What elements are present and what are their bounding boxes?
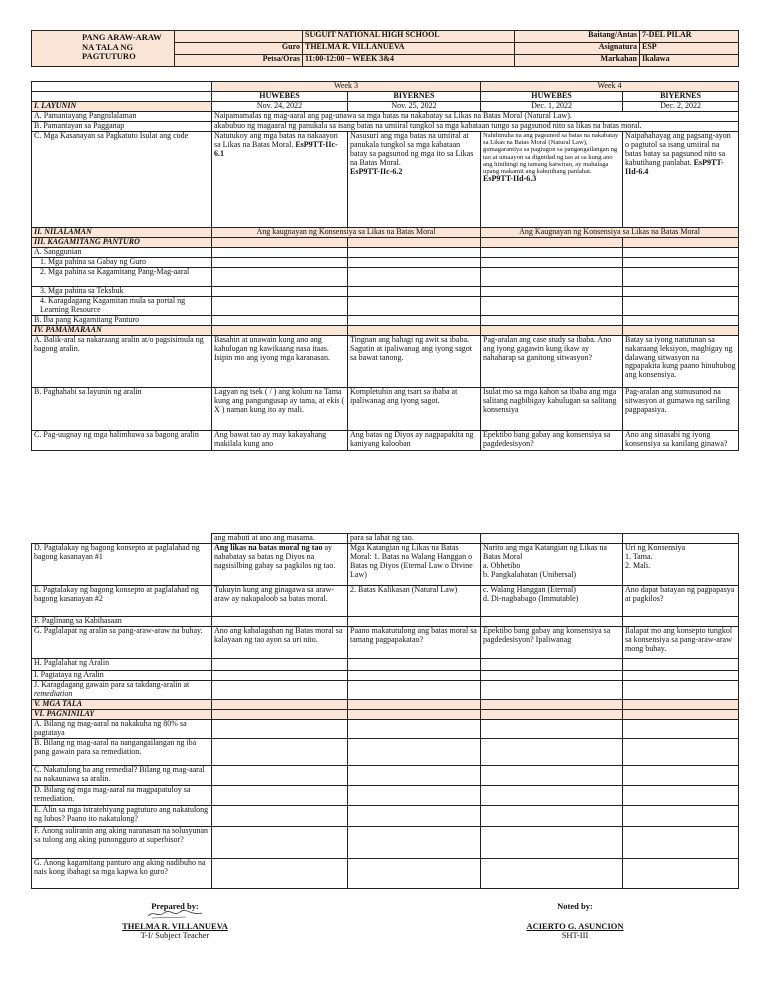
row-label: B. Paghahabi sa layunin ng aralin bbox=[32, 387, 212, 430]
activity-cell: Uri ng Konsensiya 1. Tama. 2. Mali. bbox=[623, 544, 739, 586]
row-label: A. Bilang ng mag-aaral na nakakuha ng 80% sa pagtataya bbox=[32, 719, 212, 738]
row-label: B. Bilang ng mag-aaral na nangangailangan ng iba pang gawain para sa remediation. bbox=[32, 738, 212, 765]
signature-scribble-icon bbox=[146, 908, 206, 920]
noted-title: SHT-III bbox=[561, 930, 589, 941]
prepared-by-block bbox=[100, 902, 250, 941]
kasanayan-cell: Naipahahayag ang pagsang-ayon o pagtutol sa isang umiiral na batas batay sa pagsunod nito sa kabutihang panlahat. EsP9TT-IId-6.4 bbox=[623, 131, 739, 227]
row-label: F. Paglinang sa Kabihasaan bbox=[32, 617, 212, 627]
row-label: G. Paglalapat ng aralin sa pang-araw-araw na buhay. bbox=[32, 627, 212, 659]
activity-cell: Tukuyin kung ang ginagawa sa araw-araw ay nakapaloob sa batas moral. bbox=[212, 586, 348, 617]
row-label: B. Pamantayan sa Pagganap bbox=[32, 121, 212, 131]
activity-cell: Ang batas ng Diyos ay nagpapakita ng kaniyang kalooban bbox=[348, 430, 481, 450]
asignatura-value: ESP bbox=[640, 43, 739, 55]
day-header: HUWEBES bbox=[481, 92, 623, 102]
row-label: E. Alin sa mga istratehiyang pagtuturo ang nakatulong ng lubos? Paano ito nakatulong? bbox=[32, 805, 212, 826]
activity-cell: Kompletuhin ang tsart sa ibaba at ipaliwanag ang iyong sagot. bbox=[348, 387, 481, 430]
row-label: G. Anong kagamitang panturo ang aking nadibuho na nais kong ibahagi sa mga kapwa ko guro? bbox=[32, 858, 212, 888]
row-label: 2. Mga pahina sa Kagamitang Pang-Mag-aaral bbox=[32, 267, 212, 286]
noted-name: ACIERTO G. ASUNCION bbox=[526, 920, 624, 931]
continuation-cell: para sa lahat ng tao. bbox=[348, 534, 481, 544]
activity-cell: Ilalapat mo ang konsepto tungkol sa konsensiya sa pang-araw-araw mong buhay. bbox=[623, 627, 739, 659]
row-label: J. Karagdagang gawain para sa takdang-aralin at remediation bbox=[32, 681, 212, 700]
nilalaman-week4: Ang Kaugnayan ng Konsensiya sa Likas na Batas Moral bbox=[481, 227, 739, 237]
school-name: SUGUIT NATIONAL HIGH SCHOOL bbox=[303, 31, 515, 43]
baitang-value: 7-DEL PILAR bbox=[640, 31, 739, 43]
section-kagamitan: III. KAGAMITANG PANTURO bbox=[32, 237, 212, 247]
document-title: PANG ARAW-ARAW NA TALA NG PAGTUTURO bbox=[32, 31, 175, 67]
activity-cell: Isulat mo sa mga kahon sa ibaba ang mga salitang nagbibigay kahulugan sa salitang konsensiya bbox=[481, 387, 623, 430]
row-label: C. Pag-uugnay ng mga halimbawa sa bagong aralin bbox=[32, 430, 212, 450]
activity-cell: Mga Katangian ng Likas na Batas Moral: 1. Batas na Walang Hanggan o Batas ng Diyos (Eternal Law o Divine Law) bbox=[348, 544, 481, 586]
activity-cell: 2. Batas Kalikasan (Natural Law) bbox=[348, 586, 481, 617]
noted-by-block bbox=[500, 902, 650, 941]
prepared-name: THELMA R. VILLANUEVA bbox=[122, 920, 228, 931]
activity-cell: Tingnan ang bahagi ng awit sa ibaba. Sagutin at ipaliwanag ang iyong sagot sa bawat tanong. bbox=[348, 335, 481, 387]
asignatura-label: Asignatura bbox=[515, 43, 640, 55]
kasanayan-cell: Nahihinuha na ang pagsunod sa batas na nakabatay sa Likas na Batas Moral (Natural Law), gumagarantiya sa pagtugon sa pangangailangan ng tao at umaayon sa dignidad ng tao at sa kung ano ang hinihingi ng tamang katwiran, ay mahalaga upang makamit ang kabutihang panlahat. EsP9TT-IId-6.3 bbox=[481, 131, 623, 227]
section-mga-tala: V. MGA TALA bbox=[32, 700, 212, 710]
activity-cell: Epektibo bang gabay ang konsensiya sa pagdedesisyon? bbox=[481, 430, 623, 450]
day-header: BIYERNES bbox=[623, 92, 739, 102]
pamantayan-sa-pagganap-text: akabubuo ng magaaral ng panukala sa isang batas na umiiral tungkol sa mga kabataan tungo sa pagsunod nito sa likas na batas moral. bbox=[212, 121, 739, 131]
section-layunin: I. LAYUNIN bbox=[32, 101, 212, 111]
activity-cell: Pag-aralan ang case study sa ibaba. Ano ang iyong gagawin kung ikaw ay nahaharap sa ganitong sitwasyon? bbox=[481, 335, 623, 387]
row-label: 1. Mga pahina sa Gabay ng Guro bbox=[32, 257, 212, 267]
row-label: A. Sanggunian bbox=[32, 247, 212, 257]
activity-cell: Ang likas na batas moral ng tao ay nababatay sa batas ng Diyos na nagsisilbing gabay sa pagkilos ng tao. bbox=[212, 544, 348, 586]
date-cell: Nov. 24, 2022 bbox=[212, 101, 348, 111]
markahan-value: Ikalawa bbox=[640, 55, 739, 67]
row-label: D. Bilang ng mga mag-aaral na magpapatuloy sa remediation. bbox=[32, 785, 212, 805]
week4-header: Week 4 bbox=[481, 82, 739, 92]
guro-value: THELMA R. VILLANUEVA bbox=[303, 43, 515, 55]
plan-table-page1 bbox=[31, 81, 739, 451]
activity-cell: c. Walang Hanggan (Eternal) d. Di-nagbabago (Immutable) bbox=[481, 586, 623, 617]
markahan-label: Markahan bbox=[515, 55, 640, 67]
day-header: HUWEBES bbox=[212, 92, 348, 102]
activity-cell: Batay sa iyong natutunan sa nakaraang leksiyon, magbigay ng dalawang sitwasyon na ngpapakita kung paano hinuhubog ang konsensiya. bbox=[623, 335, 739, 387]
row-label: 4. Karagdagang Kagamitan mula sa portal ng Learning Resource bbox=[32, 296, 212, 315]
pamantayang-pangnilalaman-text: Naipamamalas ng mag-aaral ang pag-unawa sa mga batas na nakabatay sa Likas na Batas Moral (Natural Law). bbox=[212, 111, 739, 121]
nilalaman-week3: Ang kaugnayan ng Konsensiya sa Likas na Batas Moral bbox=[212, 227, 481, 237]
activity-cell: Lagyan ng tsek ( / ) ang kolum na Tama kung ang pangungusap ay tama, at ekis ( X ) naman kung ito ay mali. bbox=[212, 387, 348, 430]
section-nilalaman: II. NILALAMAN bbox=[32, 227, 212, 237]
row-label: D. Pagtalakay ng bagong konsepto at paglalahad ng bagong kasanayan #1 bbox=[32, 544, 212, 586]
kasanayan-cell: Natutukoy ang mga batas na nakaayon sa Likas na Batas Moral. EsP9TT-IIc-6.1 bbox=[212, 131, 348, 227]
petsa-value: 11:00-12:00 – WEEK 3&4 bbox=[303, 55, 515, 67]
activity-cell: Basahin at unawain kung ano ang kahulugan ng kawikaang nasa itaas. Isipin mo ang iyong mga karanasan. bbox=[212, 335, 348, 387]
noted-label: Noted by: bbox=[557, 901, 593, 911]
week3-header: Week 3 bbox=[212, 82, 481, 92]
section-pagninilay: VI. PAGNINILAY bbox=[32, 709, 212, 719]
row-label: A. Pamantayang Pangnilalaman bbox=[32, 111, 212, 121]
row-label: C. Mga Kasanayan sa Pagkatuto Isulat ang code bbox=[32, 131, 212, 227]
row-label: 3. Mga pahina sa Teksbuk bbox=[32, 286, 212, 296]
row-label: I. Pagtataya ng Aralin bbox=[32, 671, 212, 681]
row-label: F. Anong suliranin ang aking naranasan na solusyunan sa tulong ang aking punongguro at superbisor? bbox=[32, 826, 212, 858]
row-label: H. Paglalahat ng Aralin bbox=[32, 659, 212, 671]
activity-cell: Ano dapat batayan ng pagpapasya at pagkilos? bbox=[623, 586, 739, 617]
date-cell: Dec. 1, 2022 bbox=[481, 101, 623, 111]
row-label: A. Balik-aral sa nakaraang aralin at/o pagsisimula ng bagong aralin. bbox=[32, 335, 212, 387]
kasanayan-cell: Nasusuri ang mga batas na umiiral at panukala tungkol sa mga kabataan batay sa pagsunod ng mga ito sa Likas na Batas Moral. EsP9TT-IIc-6.2 bbox=[348, 131, 481, 227]
activity-cell: Ano ang sinasabi ng iyong konsensiya sa kanilang ginawa? bbox=[623, 430, 739, 450]
guro-label: Guro bbox=[175, 43, 303, 55]
activity-cell: Epektibo bang gabay ang konsensiya sa pagdedesisyon? Ipaliwanag bbox=[481, 627, 623, 659]
petsa-label: Petsa/Oras bbox=[175, 55, 303, 67]
continuation-cell: ang mabuti at ano ang masama. bbox=[212, 534, 348, 544]
row-label: B. Iba pang Kagamitang Panturo bbox=[32, 315, 212, 325]
activity-cell: Paano makatutulong ang batas moral sa tamang pagpapakatao? bbox=[348, 627, 481, 659]
activity-cell: Ano ang kahalagahan ng Batas moral sa kalayaan ng tao ayon sa uri nito. bbox=[212, 627, 348, 659]
prepared-label: Prepared by: bbox=[151, 901, 199, 911]
header-table bbox=[31, 30, 739, 67]
day-header: BIYERNES bbox=[348, 92, 481, 102]
date-cell: Nov. 25, 2022 bbox=[348, 101, 481, 111]
row-label: E. Pagtalakay ng bagong konsepto at paglalahad ng bagong kasanayan #2 bbox=[32, 586, 212, 617]
activity-cell: Pag-aralan ang sumusunod na sitwasyon at gumawa ng sariling pagpapasiya. bbox=[623, 387, 739, 430]
row-label: C. Nakatulong ba ang remedial? Bilang ng mag-aaral na nakaunawa sa aralin. bbox=[32, 765, 212, 785]
section-pamamaraan: IV. PAMAMARAAN bbox=[32, 325, 212, 335]
date-cell: Dec. 2, 2022 bbox=[623, 101, 739, 111]
activity-cell: Ang bawat tao ay may kakayahang makilala kung ano bbox=[212, 430, 348, 450]
prepared-title: T-I/ Subject Teacher bbox=[140, 930, 210, 941]
plan-table-page2 bbox=[31, 533, 739, 889]
activity-cell: Narito ang mga Katangian ng Likas na Batas Moral a. Obhetibo b. Pangkalahatan (Unibersal) bbox=[481, 544, 623, 586]
baitang-label: Baitang/Antas bbox=[515, 31, 640, 43]
